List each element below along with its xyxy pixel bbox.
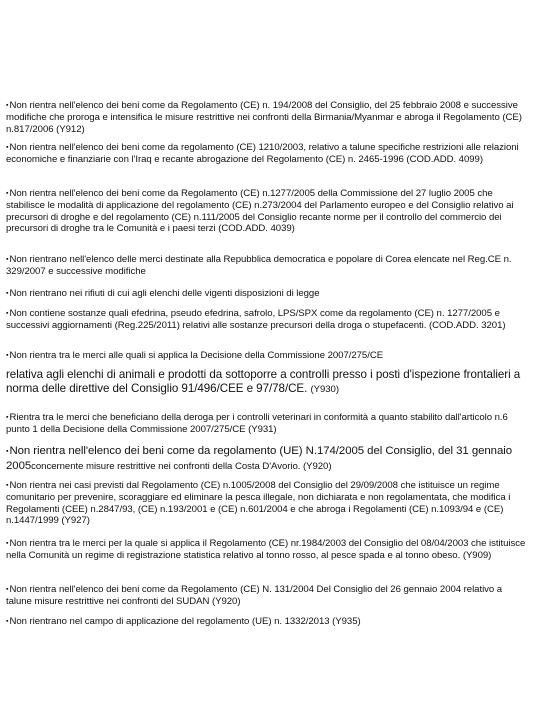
item-text-tail: concernente misure restrittive nei confronti della Costa D'Avorio. (Y920) <box>31 461 332 472</box>
item-text: Non rientrano nei rifiuti di cui agli elenchi delle vigenti disposizioni di legge <box>9 288 320 299</box>
item-text: Non rientra tra le merci per la quale si applica il Regolamento (CE) nr.1984/2003 del Consiglio del 08/04/2003 che istituisce nella Comunità un regime di registrazione statistica relativo al tonno rosso, al pesce spada e al tonno obeso. (Y909) <box>6 538 526 561</box>
item-code: (Y930) <box>310 384 339 395</box>
list-item-continuation <box>6 368 526 397</box>
list-item <box>6 308 526 332</box>
item-text: Rientra tra le merci che beneficiano della deroga per i controlli veterinari in conformità a quanto stabilito dall'articolo n.6 punto 1 della Decisione della Commissione 2007/275/CE (Y931) <box>6 412 508 435</box>
list-item <box>6 616 526 628</box>
bullet-icon: ▪ <box>6 256 9 263</box>
bullet-icon: ▪ <box>6 618 9 625</box>
list-item <box>6 538 526 562</box>
item-text: Non rientra nell'elenco dei beni come da Regolamento (CE) n. 194/2008 del Consiglio, del 25 febbraio 2008 e successive modifiche che proroga e intensifica le misure restrittive nei confronti della Birmania/Myanmar e abroga il Regolamento (CE) n.817/2006 (Y912) <box>6 100 522 135</box>
bullet-icon: ▪ <box>6 290 9 297</box>
item-text: Non rientra nell'elenco dei beni come da Regolamento (CE) n.1277/2005 della Commissione del 27 luglio 2005 che stabilisce le modalità di applicazione del regolamento (CE) n.273/2004 del Parlamento europeo e del Consiglio relativo ai precursori di droghe e del regolamento (CE) n.111/2005 del Consiglio recante norme per il controllo del commercio dei precursori di droghe tra le Comunità e i paesi terzi (COD.ADD. 4039) <box>6 188 514 235</box>
list-item <box>6 480 526 527</box>
list-item <box>6 188 526 235</box>
bullet-icon: ▪ <box>6 102 9 109</box>
item-text: relativa agli elenchi di animali e prodotti da sottoporre a controlli presso i posti d'ispezione frontalieri a norma delle direttive del Consiglio 91/496/CEE e 97/78/CE. <box>6 368 521 395</box>
item-text: Non rientrano nell'elenco delle merci destinate alla Repubblica democratica e popolare di Corea elencate nel Reg.CE n. 329/2007 e successive modifiche <box>6 254 512 277</box>
bullet-icon: ▪ <box>6 414 9 421</box>
list-item <box>6 444 526 474</box>
list-item <box>6 254 526 278</box>
bullet-icon: ▪ <box>6 352 9 359</box>
bullet-icon: ▪ <box>6 144 9 151</box>
list-item <box>6 584 526 608</box>
list-item <box>6 412 526 436</box>
item-text: Non rientra nell'elenco dei beni come da regolamento (UE) N.174/2005 del Consiglio, del 31 gennaio 2005 <box>6 445 513 472</box>
list-item <box>6 350 526 362</box>
list-item <box>6 288 526 300</box>
bullet-icon: ▪ <box>6 540 9 547</box>
item-text: Non rientra nei casi previsti dal Regolamento (CE) n.1005/2008 del Consiglio del 29/09/2008 che istituisce un regime comunitario per prevenire, scoraggiare ed eliminare la pesca illegale, non dichiarata e non regolamentata, che modifica i Regolamenti (CEE) n.2847/93, (CE) n.193/2001 e (CE) n.601/2004 e che abroga i Regolamenti (CE) n.1093/94 e (CE) n.1447/1999 (Y927) <box>6 480 511 527</box>
bullet-icon: ▪ <box>6 448 9 455</box>
bullet-icon: ▪ <box>6 482 9 489</box>
item-text: Non contiene sostanze quali efedrina, pseudo efedrina, safrolo, LPS/SPX come da regolamento (CE) n. 1277/2005 e successivi aggiornamenti (Reg.225/2011) relativi alle sostanze precursori della droga o stupefacenti. (COD.ADD. 3201) <box>6 308 506 331</box>
list-item <box>6 142 526 166</box>
bullet-icon: ▪ <box>6 190 9 197</box>
item-text: Non rientra nell'elenco dei beni come da Regolamento (CE) N. 131/2004 Del Consiglio del 26 gennaio 2004 relativo a talune misure restrittive nei confronti del SUDAN (Y920) <box>6 584 503 607</box>
bullet-icon: ▪ <box>6 310 9 317</box>
item-text: Non rientra nell'elenco dei beni come da regolamento (CE) 1210/2003, relativo a talune specifiche restrizioni alle relazioni economiche e finanziarie con l'Iraq e recante abrogazione del Regolamento (CE) n. 2465-1996 (COD.ADD. 4099) <box>6 142 519 165</box>
list-item <box>6 100 526 135</box>
item-text: Non rientrano nel campo di applicazione del regolamento (UE) n. 1332/2013 (Y935) <box>9 616 361 627</box>
bullet-icon: ▪ <box>6 586 9 593</box>
item-text: Non rientra tra le merci alle quali si applica la Decisione della Commissione 2007/275/CE <box>9 350 384 361</box>
